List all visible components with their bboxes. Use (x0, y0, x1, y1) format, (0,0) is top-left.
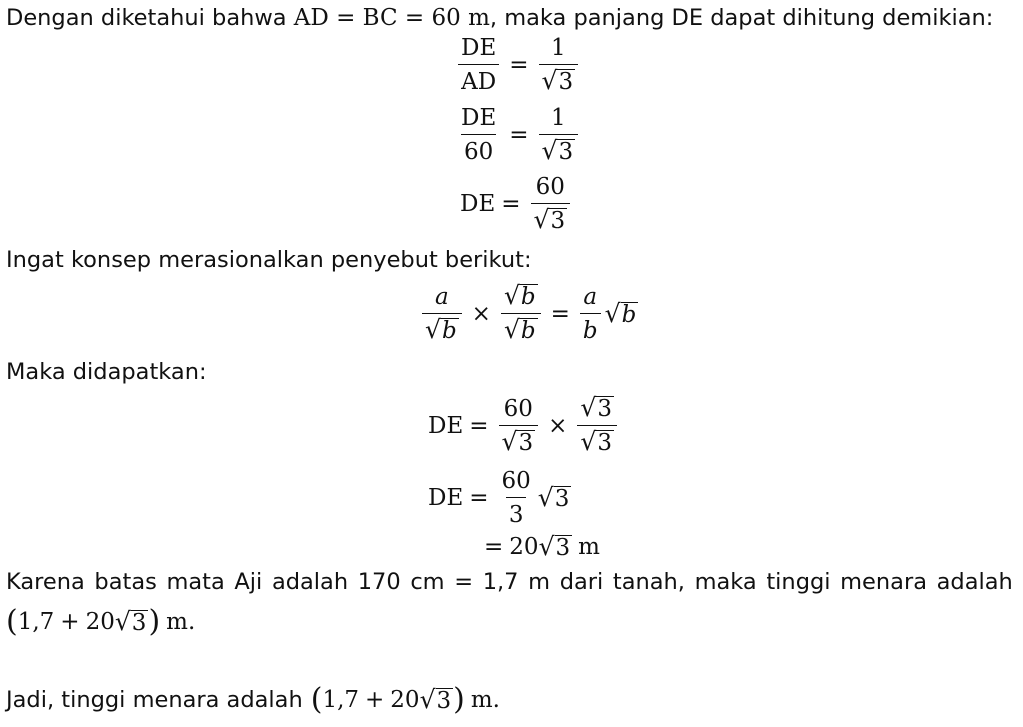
close-paren: ) (148, 604, 161, 639)
intro-paragraph (6, 3, 993, 33)
equals-sign: = (509, 122, 529, 148)
sqrt-three (542, 68, 576, 94)
equation-de-equals (460, 173, 574, 235)
sqrt-b (504, 317, 538, 343)
radicand: 3 (131, 610, 147, 636)
conclusion-text: Jadi, tinggi menara adalah (6, 687, 303, 713)
result-paragraph: Maka didapatkan: (6, 359, 207, 385)
denominator (577, 425, 617, 457)
term-a: 1,7 (322, 687, 360, 713)
equation-de-simplified (428, 467, 571, 529)
radicand: 3 (518, 430, 534, 456)
word: cm (410, 569, 445, 595)
sqrt-three (580, 395, 614, 421)
word: dari (559, 569, 604, 595)
word: adalah (271, 569, 349, 595)
denominator (539, 64, 579, 96)
radicand: 3 (597, 430, 612, 456)
fraction-60-root3 (531, 173, 571, 235)
term-a: 1,7 (17, 609, 55, 635)
radicand: 3 (554, 486, 570, 512)
sqrt-three (534, 207, 568, 233)
sqrt-b (504, 283, 538, 309)
open-paren: ( (6, 604, 18, 639)
coefficient: 20 (509, 534, 539, 560)
close-paren: ) (453, 682, 465, 717)
fraction-60-root3 (499, 395, 539, 457)
word: = (454, 569, 474, 595)
equation-de-over-ad (454, 34, 582, 96)
denominator: 3 (506, 497, 527, 529)
denominator: AD (458, 64, 499, 96)
radical-icon: √ (501, 427, 518, 456)
equals-sign: = (484, 534, 504, 560)
coefficient: 20 (390, 687, 420, 713)
radical-icon: √ (503, 315, 520, 344)
radical-icon: √ (503, 281, 520, 310)
equation-de-multiply (428, 395, 621, 457)
denominator (422, 313, 462, 345)
sqrt-three (538, 485, 572, 511)
word: tinggi (766, 569, 831, 595)
word: tanah, (612, 569, 685, 595)
radicand: 3 (597, 396, 612, 422)
equation-de-final (484, 534, 600, 560)
sqrt-three (502, 429, 536, 455)
equals-sign: = (501, 191, 521, 217)
word: Aji (234, 569, 263, 595)
open-paren: ( (310, 682, 323, 717)
numerator: 1 (550, 105, 566, 131)
radicand: 3 (436, 688, 452, 714)
fraction-de-ad (458, 34, 499, 96)
word: 170 (357, 569, 401, 595)
radical-icon: √ (537, 483, 554, 512)
numerator: DE (461, 35, 497, 61)
fraction-de-60 (458, 104, 499, 166)
denominator (499, 425, 539, 457)
numerator: a (583, 284, 598, 310)
radical-icon: √ (533, 205, 550, 234)
word: Karena (6, 569, 85, 595)
fraction-one-root3 (539, 104, 579, 166)
word: menara (840, 569, 927, 595)
denominator (501, 313, 541, 345)
concept-paragraph: Ingat konsep merasionalkan penyebut berikut: (6, 247, 532, 273)
equals-sign: = (469, 413, 489, 439)
equals-sign: = (550, 301, 570, 327)
lhs-de: DE (460, 191, 496, 217)
radical-icon: √ (419, 685, 436, 714)
word: mata (166, 569, 225, 595)
numerator: 1 (550, 35, 566, 61)
conclusion-paragraph (6, 682, 500, 717)
denominator: 60 (461, 134, 496, 166)
radicand: 3 (555, 535, 571, 561)
equals-sign: = (509, 52, 529, 78)
numerator: 60 (535, 174, 565, 200)
radical-icon: √ (604, 299, 621, 328)
sqrt-three (580, 429, 614, 455)
lhs-de: DE (428, 413, 464, 439)
fraction-one-root3 (539, 34, 579, 96)
times-sign: × (471, 301, 491, 327)
sqrt-three (115, 609, 149, 635)
word: adalah (936, 569, 1013, 595)
radicand: 3 (558, 139, 574, 165)
radicand: b (520, 318, 536, 344)
radical-icon: √ (538, 532, 555, 561)
numerator: 60 (503, 396, 533, 422)
eye-level-paragraph-line1 (6, 569, 1013, 595)
numerator: DE (461, 105, 497, 131)
coefficient: 20 (85, 609, 115, 635)
sqrt-b (425, 317, 459, 343)
fraction-a-rootb (422, 283, 462, 345)
radical-icon: √ (541, 66, 558, 95)
numerator (501, 283, 541, 313)
word: batas (94, 569, 157, 595)
conclusion-math (310, 682, 500, 717)
fraction-root3-root3 (577, 395, 617, 457)
radicand: b (621, 302, 637, 328)
unit: m. (470, 687, 500, 713)
radical-icon: √ (425, 315, 441, 344)
intro-math: AD = BC = 60 m (293, 5, 490, 31)
radicand: b (520, 284, 536, 310)
times-sign: × (548, 413, 568, 439)
intro-tail: , maka panjang DE dapat dihitung demikian: (489, 5, 994, 31)
fraction-a-b (580, 283, 601, 345)
sqrt-three (539, 534, 573, 560)
radical-icon: √ (580, 393, 597, 422)
lhs-de: DE (428, 485, 464, 511)
sqrt-three (420, 687, 454, 713)
denominator (539, 134, 579, 166)
fraction-rootb-rootb (501, 283, 541, 345)
denominator (531, 203, 571, 235)
radical-icon: √ (580, 427, 597, 456)
eye-level-paragraph-line2 (6, 604, 196, 639)
unit: m (578, 534, 600, 560)
fraction-60-3 (499, 467, 534, 529)
sqrt-three (542, 138, 576, 164)
equation-de-over-60 (454, 104, 582, 166)
equals-sign: = (469, 485, 489, 511)
radicand: b (441, 318, 457, 344)
plus-sign: + (365, 687, 385, 713)
denominator: b (580, 313, 601, 345)
sqrt-b (605, 301, 639, 327)
radicand: 3 (558, 69, 574, 95)
numerator (577, 395, 617, 425)
word: 1,7 (482, 569, 519, 595)
word: maka (694, 569, 757, 595)
radical-icon: √ (114, 607, 131, 636)
radical-icon: √ (541, 136, 558, 165)
numerator: a (434, 284, 449, 310)
word: m (528, 569, 551, 595)
radicand: 3 (550, 208, 566, 234)
plus-sign: + (60, 609, 80, 635)
numerator: 60 (501, 468, 531, 494)
unit: m. (166, 609, 196, 635)
equation-rationalize-rule (418, 283, 638, 345)
intro-text: Dengan diketahui bahwa (6, 5, 287, 31)
